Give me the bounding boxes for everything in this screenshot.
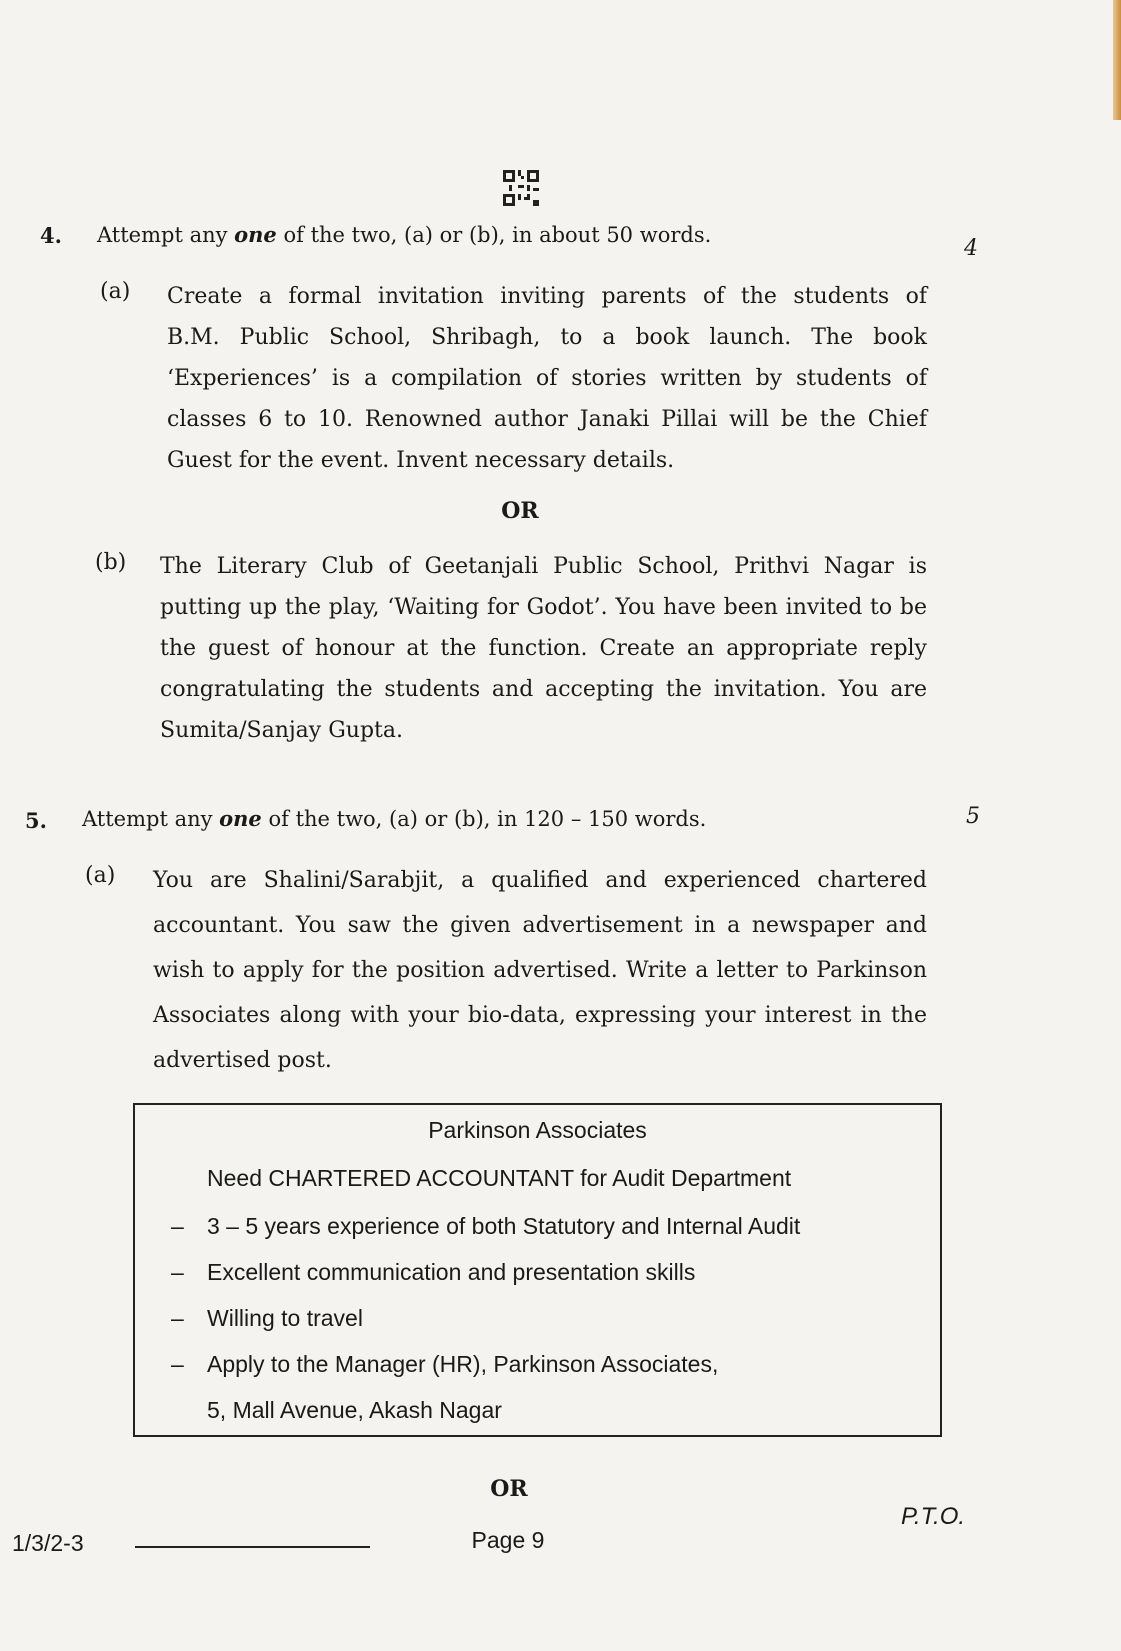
qr-code-icon: [503, 170, 539, 206]
advertisement-title: Parkinson Associates: [428, 1117, 647, 1143]
question-5-marks: 5: [966, 804, 980, 829]
list-item: – Excellent communication and presentation skills: [171, 1259, 696, 1285]
or-separator-4: OR: [501, 498, 539, 524]
question-4a-label: (a): [100, 279, 131, 304]
advertisement-address: 5, Mall Avenue, Akash Nagar: [207, 1397, 502, 1423]
advertisement-requirements: [171, 1213, 800, 1437]
paper-code: 1/3/2-3: [12, 1530, 84, 1556]
question-4a-text: Create a formal invitation inviting parents of the students of B.M. Public School, Shribagh, to a book launch. The book ‘Experiences’ is a compilation of stories written by students of classes 6 to 10. Renowned author Janaki Pillai will be the Chief Guest for the event. Invent necessary details.: [167, 284, 927, 473]
please-turn-over: P.T.O.: [901, 1503, 966, 1530]
list-item: – 3 – 5 years experience of both Statutory and Internal Audit: [171, 1213, 801, 1239]
question-5-number: 5.: [25, 808, 47, 833]
question-4-stem: Attempt any one of the two, (a) or (b), in about 50 words.: [97, 222, 712, 247]
question-4-number: 4.: [40, 223, 62, 248]
page-number: Page 9: [471, 1527, 545, 1553]
question-5-stem: Attempt any one of the two, (a) or (b), in 120 – 150 words.: [82, 806, 707, 831]
advertisement-heading: Need CHARTERED ACCOUNTANT for Audit Department: [207, 1165, 792, 1191]
question-4-marks: 4: [964, 236, 978, 261]
list-item: – Willing to travel: [171, 1305, 363, 1331]
list-item: – Apply to the Manager (HR), Parkinson Associates,: [171, 1351, 719, 1377]
question-5a-label: (a): [85, 863, 116, 888]
question-4b-text: The Literary Club of Geetanjali Public School, Prithvi Nagar is putting up the play, ‘Waiting for Godot’. You have been invited to be the guest of honour at the function. Create an appropriate reply congratulating the students and accepting the invitation. You are Sumita/Sanjay Gupta.: [160, 554, 927, 743]
advertisement-box: [133, 1103, 942, 1437]
or-separator-5: OR: [490, 1476, 528, 1502]
page-edge-shadow: [1113, 0, 1121, 120]
question-4b-label: (b): [95, 550, 127, 575]
question-5a-text: You are Shalini/Sarabjit, a qualified and experienced chartered accountant. You saw the given advertisement in a newspaper and wish to apply for the position advertised. Write a letter to Parkinson Associates along with your bio-data, expressing your interest in the advertised post.: [153, 868, 927, 1073]
